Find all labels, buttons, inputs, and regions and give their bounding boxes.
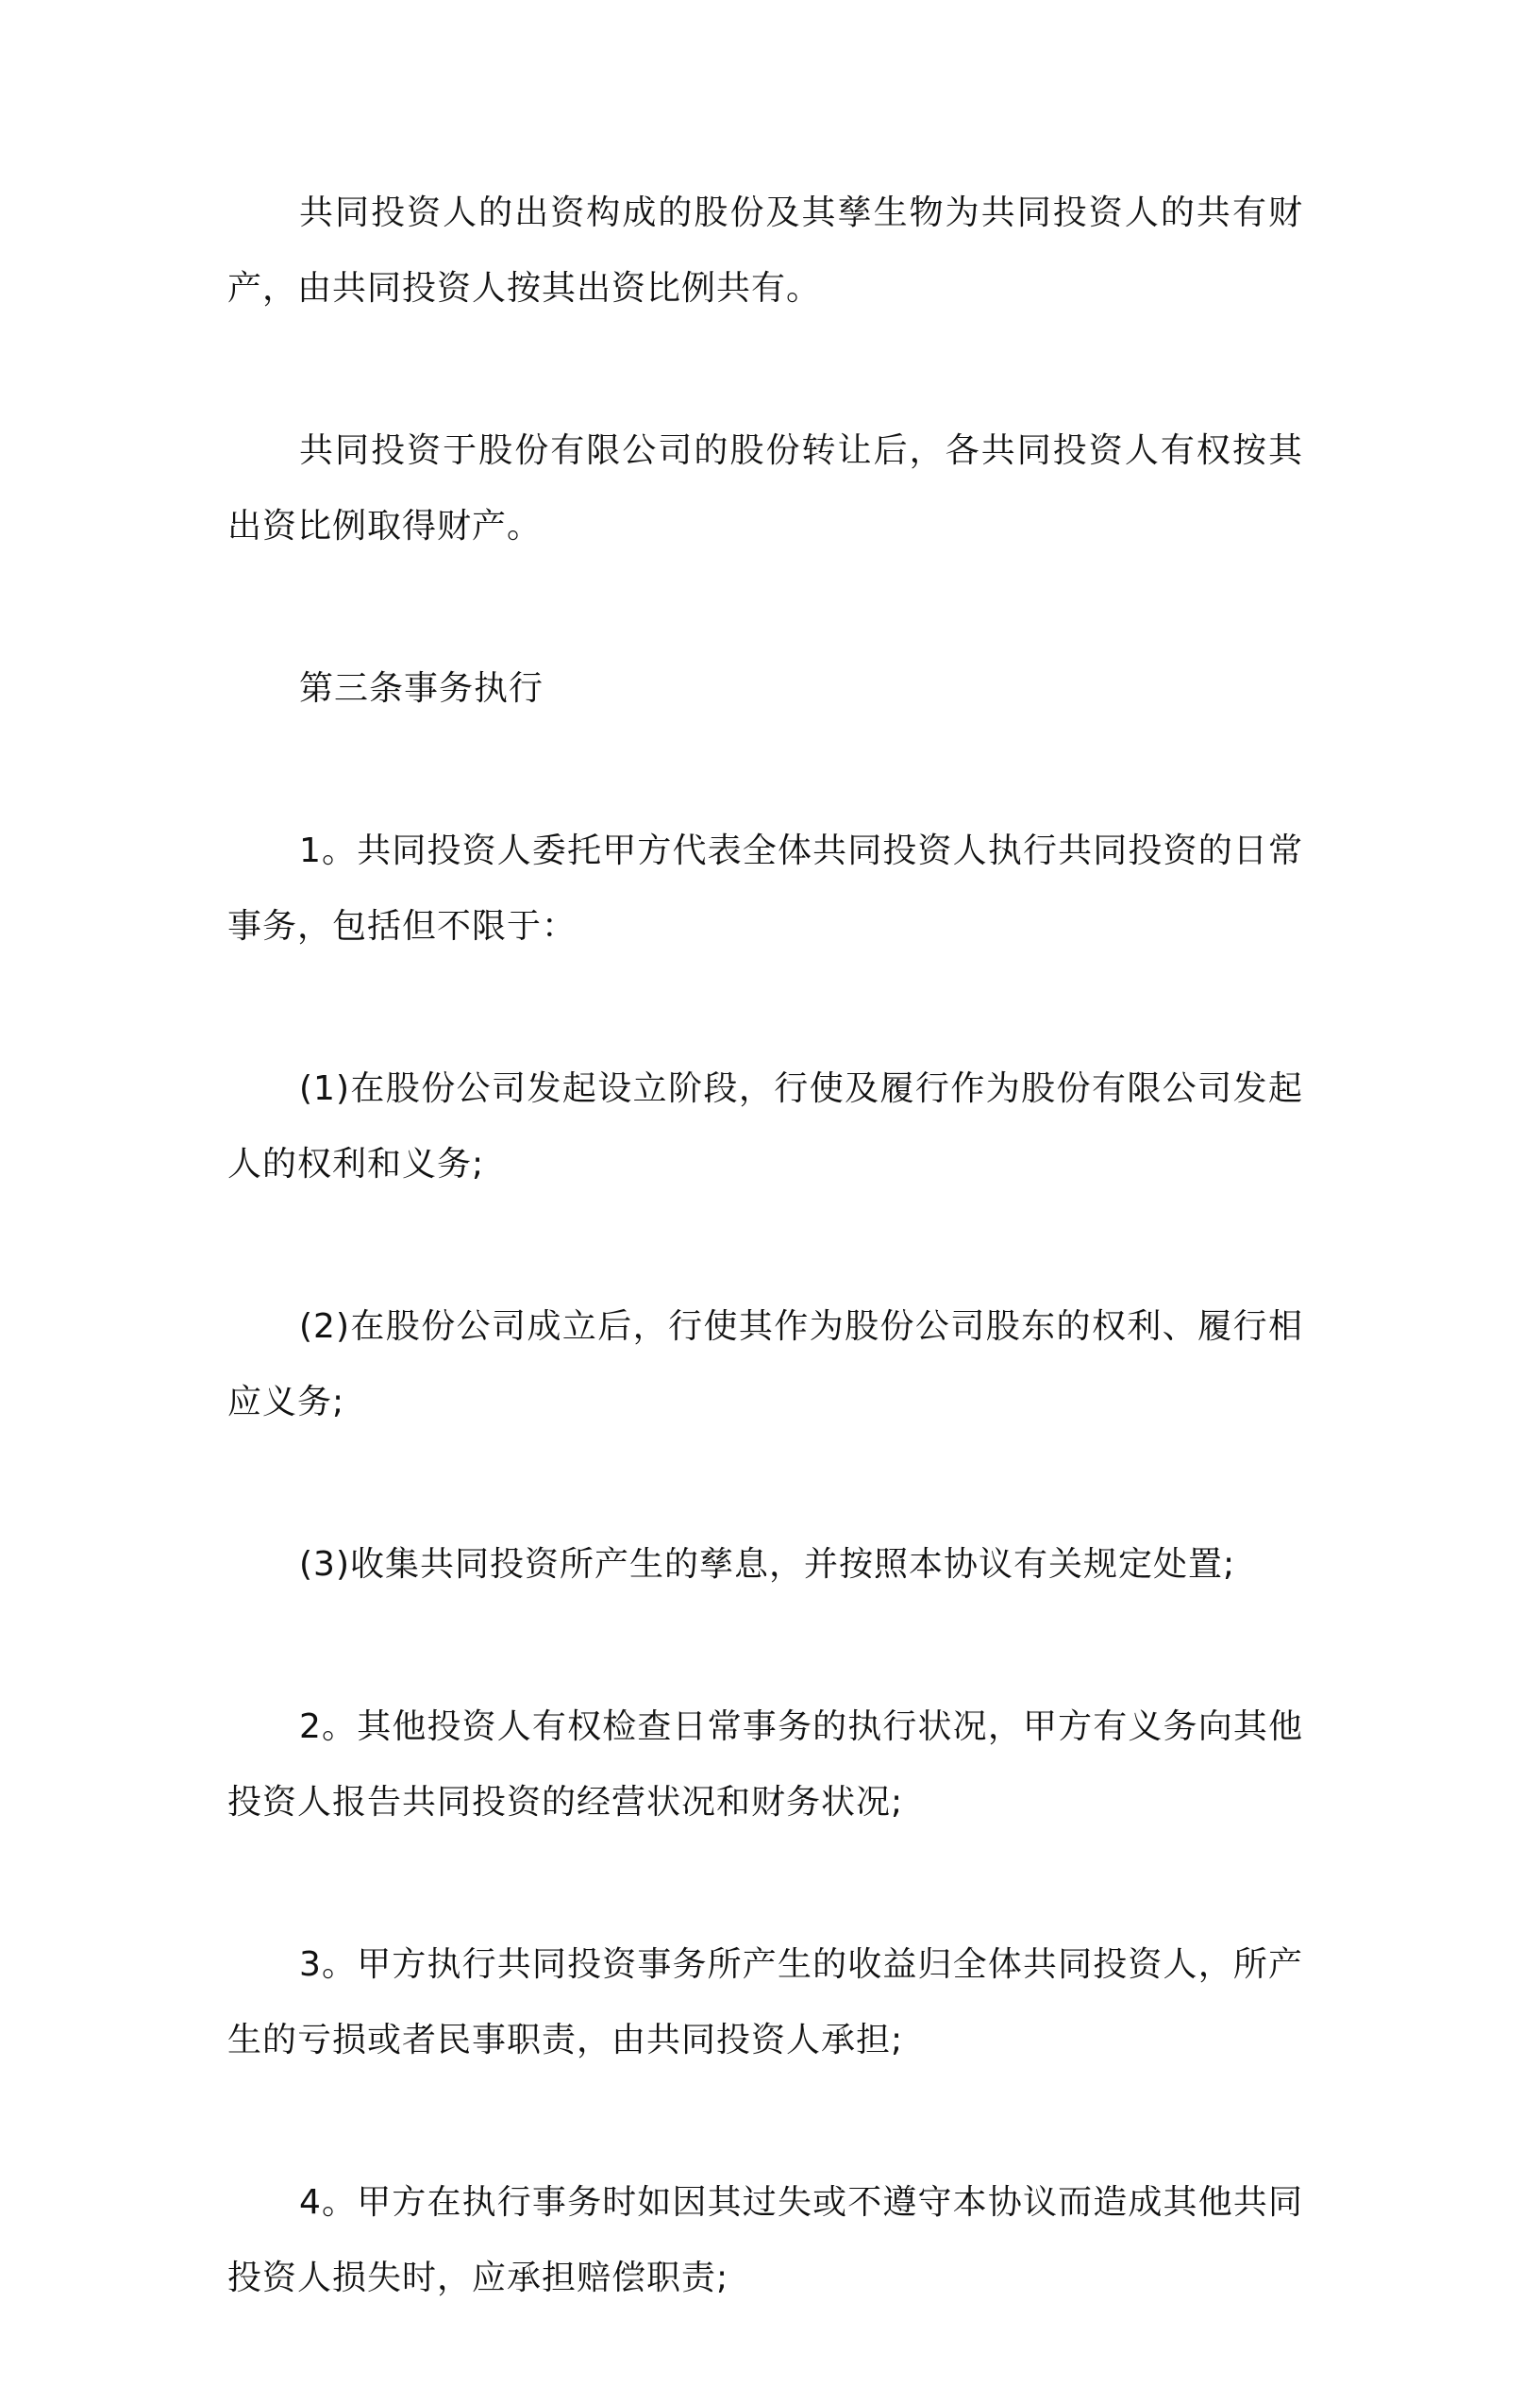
clause-1-item-3: (3)收集共同投资所产生的孳息，并按照本协议有关规定处置; xyxy=(299,1545,1236,1584)
clause-1-item-1: (1)在股份公司发起设立阶段，行使及履行作为股份有限公司发起人的权利和义务; xyxy=(227,1069,1303,1184)
clause-4: 4。甲方在执行事务时如因其过失或不遵守本协议而造成其他共同投资人损失时，应承担赔偿职责; xyxy=(227,2183,1303,2297)
document-body xyxy=(227,176,1303,2403)
paragraph-share-transfer: 共同投资于股份有限公司的股份转让后，各共同投资人有权按其出资比例取得财产。 xyxy=(227,431,1303,546)
clause-3: 3。甲方执行共同投资事务所产生的收益归全体共同投资人，所产生的亏损或者民事职责，由共同投资人承担; xyxy=(227,1945,1303,2059)
clause-1-item-2: (2)在股份公司成立后，行使其作为股份公司股东的权利、履行相应义务; xyxy=(227,1307,1303,1421)
clause-1: 1。共同投资人委托甲方代表全体共同投资人执行共同投资的日常事务，包括但不限于： xyxy=(227,832,1303,946)
article-heading: 第三条事务执行 xyxy=(299,669,544,708)
paragraph-common-property: 共同投资人的出资构成的股份及其孳生物为共同投资人的共有财产，由共同投资人按其出资比例共有。 xyxy=(227,193,1303,308)
clause-2: 2。其他投资人有权检查日常事务的执行状况，甲方有义务向其他投资人报告共同投资的经营状况和财务状况; xyxy=(227,1707,1303,1822)
